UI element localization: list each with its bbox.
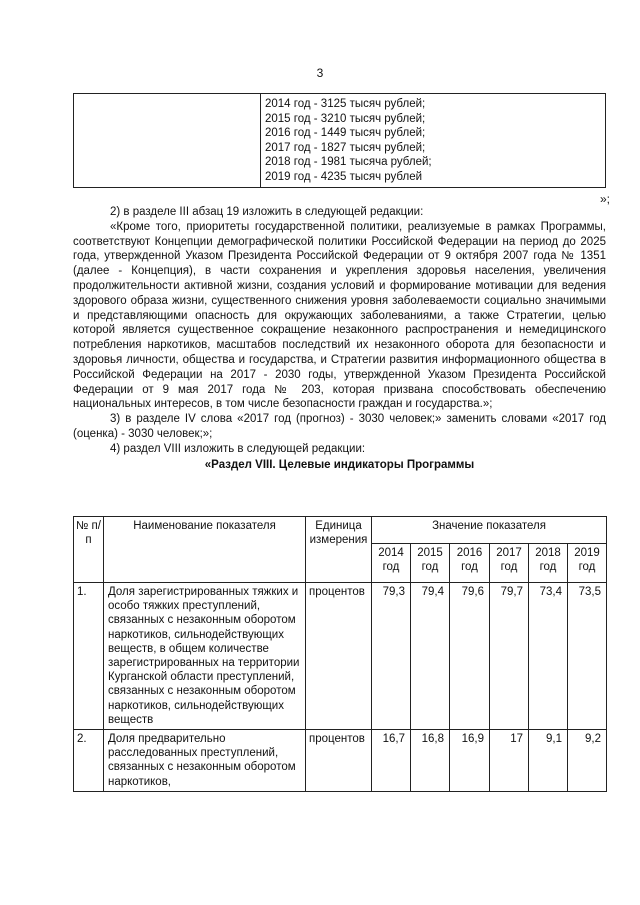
funding-year-line: 2017 год - 1827 тысяч рублей; (265, 141, 426, 154)
header-values: Значение показателя (372, 517, 607, 544)
row-value: 16,9 (450, 730, 490, 792)
row-value: 9,2 (568, 730, 607, 792)
header-year: 2019 год (568, 544, 607, 583)
indicators-table (73, 516, 607, 792)
row-value: 79,7 (490, 583, 529, 730)
header-year: 2018 год (529, 544, 568, 583)
table-row (74, 583, 607, 730)
closing-quote: »; (599, 192, 610, 206)
funding-year-line: 2018 год - 1981 тысяча рублей; (265, 156, 432, 169)
row-num: 1. (74, 583, 104, 730)
header-year: 2017 год (490, 544, 529, 583)
header-name: Наименование показателя (104, 517, 306, 583)
header-year: 2014 год (372, 544, 411, 583)
row-value: 79,6 (450, 583, 490, 730)
paragraph-item-3: 3) в разделе IV слова «2017 год (прогноз) - 3030 человек;» заменить словами «2017 год (оценка) - 3030 человек;»; (73, 413, 606, 440)
header-unit: Единица измерения (306, 517, 372, 583)
row-unit: процентов (306, 730, 372, 792)
row-value: 17 (490, 730, 529, 792)
row-unit: процентов (306, 583, 372, 730)
funding-year-line: 2016 год - 1449 тысяч рублей; (265, 127, 426, 140)
funding-table-empty-cell (74, 94, 261, 188)
page-number: 3 (316, 66, 324, 80)
header-num: № п/п (74, 517, 104, 583)
row-value: 16,7 (372, 730, 411, 792)
funding-table (73, 93, 606, 188)
funding-year-line: 2019 год - 4235 тысяч рублей (265, 170, 423, 183)
row-value: 79,3 (372, 583, 411, 730)
funding-years-cell (261, 94, 606, 188)
row-value: 73,4 (529, 583, 568, 730)
paragraph-item-4: 4) раздел VIII изложить в следующей редакции: (110, 442, 366, 455)
section-title: «Раздел VIII. Целевые индикаторы Программы (204, 458, 475, 471)
paragraph-quote-concept: «Кроме того, приоритеты государственной политики, реализуемые в рамках Программы, соответствуют Концепции демографической политики Российской Федерации на период до 2025 года, утвержденной Указом Президента Российской Федерации от 9 октября 2007 года № 1351 (далее - Концепция), в части сохранения и укрепления здоровья населения, увеличения продолжительности активной жизни, создания условий и формирование мотивации для ведения здорового образа жизни, существенного снижения уровня заболеваемости социально значимыми и представляющими опасность для окружающих заболеваниями, а также Стратегии, целью которой является существенное сокращение незаконного распространения и немедицинского потребления наркотиков, масштабов последствий их незаконного оборота для безопасности и здоровья личности, общества и государства, и Стратегии развития информационного общества в Российской Федерации на 2017 - 2030 годы, утвержденной Указом Президента Российской Федерации от 9 мая 2017 года № 203, которая призвана способствовать обеспечению национальных интересов, в том числе безопасности граждан и государства.»; (73, 220, 606, 411)
paragraph-item-2: 2) в разделе III абзац 19 изложить в следующей редакции: (110, 206, 424, 218)
row-name: Доля зарегистрированных тяжких и особо тяжких преступлений, связанных с незаконным оборотом наркотиков, сильнодействующих веществ, в общем количестве зарегистрированных на территории Курганской области преступлений, связанных с незаконным оборотом наркотиков, сильнодействующих веществ (104, 583, 306, 730)
table-row (74, 730, 607, 792)
row-value: 9,1 (529, 730, 568, 792)
row-value: 16,8 (411, 730, 450, 792)
amendment-text (73, 205, 606, 472)
header-year: 2015 год (411, 544, 450, 583)
row-num: 2. (74, 730, 104, 792)
funding-year-line: 2014 год - 3125 тысяч рублей; (265, 98, 426, 110)
funding-year-line: 2015 год - 3210 тысяч рублей; (265, 112, 426, 125)
row-value: 73,5 (568, 583, 607, 730)
header-year: 2016 год (450, 544, 490, 583)
row-name: Доля предварительно расследованных преступлений, связанных с незаконным оборотом наркотиков, (104, 730, 306, 792)
row-value: 79,4 (411, 583, 450, 730)
